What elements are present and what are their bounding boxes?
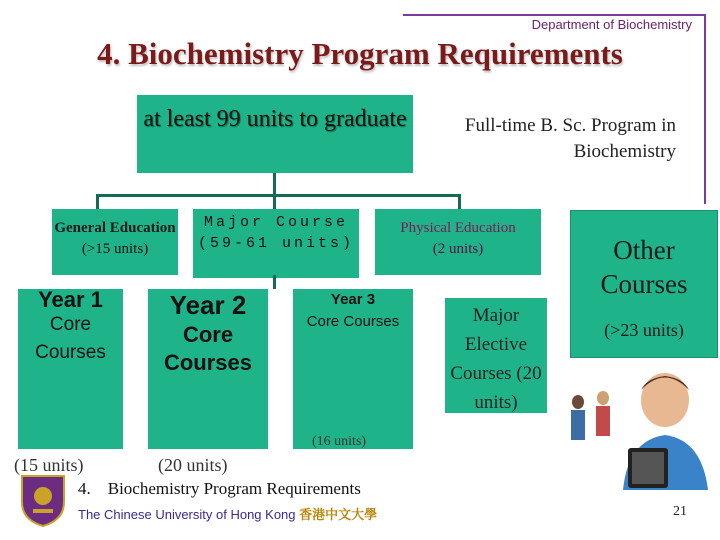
slide-title: 4. Biochemistry Program Requirements xyxy=(97,36,623,71)
connector-physical xyxy=(458,194,461,210)
connector-general xyxy=(96,194,99,210)
year2-units: (20 units) xyxy=(158,455,228,475)
frame-line-top xyxy=(403,14,706,16)
physical-education-title: Physical Education xyxy=(400,220,516,236)
year2-label: Year 2 xyxy=(169,290,247,320)
student-photo xyxy=(568,360,718,490)
year1-label: Year 1 xyxy=(38,287,103,312)
major-course-title: Major Course xyxy=(203,214,349,231)
year2-box xyxy=(148,289,268,449)
major-course-units: (59-61 units) xyxy=(197,235,355,252)
year3-body: Core Courses xyxy=(306,313,400,330)
university-crest-icon xyxy=(18,472,68,528)
page-number: 21 xyxy=(673,504,687,519)
year2-body: Core Courses xyxy=(163,322,253,375)
general-education-units: (>15 units) xyxy=(81,241,149,257)
other-courses-box xyxy=(570,210,718,358)
year3-box xyxy=(293,289,413,449)
other-courses-units: (>23 units) xyxy=(604,320,684,340)
university-name-zh: 香港中文大學 xyxy=(299,507,378,522)
total-units-box xyxy=(137,95,413,173)
year3-label: Year 3 xyxy=(330,291,376,308)
footer-slide-title: 4. Biochemistry Program Requirements xyxy=(78,479,361,498)
physical-education-box xyxy=(375,209,541,275)
university-name-en: The Chinese University of Hong Kong xyxy=(78,507,296,522)
connector-root xyxy=(273,173,276,195)
year1-units: (15 units) xyxy=(14,455,84,475)
year1-box xyxy=(18,289,123,449)
major-course-box xyxy=(193,209,359,278)
connector-major-sub xyxy=(273,275,276,289)
physical-education-units: (2 units) xyxy=(432,241,484,257)
general-education-box xyxy=(52,209,178,275)
year3-units: (16 units) xyxy=(312,434,367,449)
year1-body: Core Courses xyxy=(35,314,106,363)
general-education-title: General Education xyxy=(54,220,176,236)
university-name xyxy=(78,504,377,523)
department-label: Department of Biochemistry xyxy=(531,17,692,32)
other-courses-title: Other Courses xyxy=(600,235,688,299)
major-elective-box xyxy=(445,298,547,413)
total-units-text: at least 99 units to graduate xyxy=(143,106,407,132)
major-elective-text: Major Elective Courses (20 units) xyxy=(450,305,542,413)
connector-major xyxy=(273,194,276,210)
connector-horizontal xyxy=(96,194,461,197)
program-name: Full-time B. Sc. Program in Biochemistry xyxy=(464,115,676,162)
